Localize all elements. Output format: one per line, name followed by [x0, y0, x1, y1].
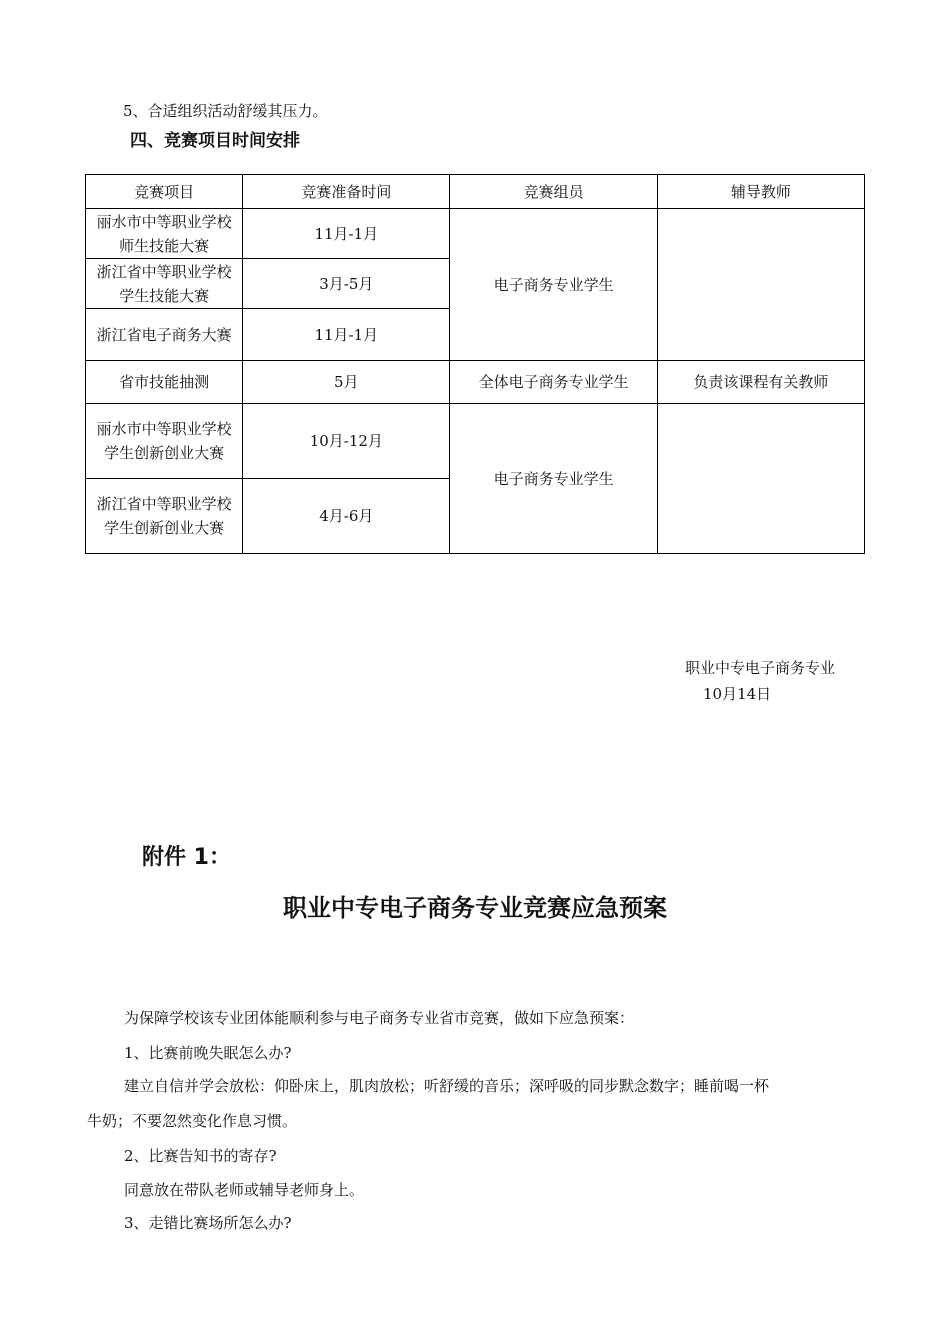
question-2: 2、比赛告知书的寄存? [124, 1147, 277, 1165]
cell-project: 丽水市中等职业学校师生技能大赛 [86, 209, 243, 259]
header-members: 竞赛组员 [450, 175, 657, 209]
intro-paragraph: 为保障学校该专业团体能顺利参与电子商务专业省市竞赛，做如下应急预案： [124, 1009, 635, 1027]
answer-1-line-1: 建立自信并学会放松：仰卧床上，肌肉放松；听舒缓的音乐；深呼吸的同步默念数字；睡前喝一杯 [124, 1077, 770, 1095]
cell-time: 4月-6月 [243, 479, 450, 554]
cell-time: 3月-5月 [243, 259, 450, 309]
cell-teacher: 负责该课程有关教师 [657, 361, 864, 404]
signature-date: 10月14日 [703, 685, 772, 703]
document-title: 职业中专电子商务专业竞赛应急预案 [283, 894, 667, 922]
annex-label: 附件 1： [142, 845, 231, 870]
table-header-row [86, 175, 865, 209]
question-3: 3、走错比赛场所怎么办? [124, 1214, 292, 1232]
header-teacher: 辅导教师 [657, 175, 864, 209]
table-row [86, 361, 865, 404]
table-row [86, 209, 865, 259]
header-time: 竞赛准备时间 [243, 175, 450, 209]
cell-time: 10月-12月 [243, 404, 450, 479]
cell-members: 电子商务专业学生 [450, 404, 657, 554]
cell-project: 丽水市中等职业学校学生创新创业大赛 [86, 404, 243, 479]
signature-org: 职业中专电子商务专业 [685, 659, 836, 677]
schedule-table [85, 174, 865, 554]
list-item-5: 5、合适组织活动舒缓其压力。 [123, 102, 328, 120]
cell-teacher [657, 209, 864, 361]
question-1: 1、比赛前晚失眠怎么办? [124, 1044, 292, 1062]
table-row [86, 404, 865, 479]
cell-members: 全体电子商务专业学生 [450, 361, 657, 404]
cell-project: 省市技能抽测 [86, 361, 243, 404]
cell-time: 11月-1月 [243, 309, 450, 361]
answer-1-line-2: 牛奶；不要忽然变化作息习惯。 [87, 1112, 298, 1130]
header-project: 竞赛项目 [86, 175, 243, 209]
cell-time: 5月 [243, 361, 450, 404]
answer-2: 同意放在带队老师或辅导老师身上。 [124, 1181, 365, 1199]
cell-time: 11月-1月 [243, 209, 450, 259]
cell-project: 浙江省中等职业学校学生技能大赛 [86, 259, 243, 309]
cell-teacher [657, 404, 864, 554]
cell-project: 浙江省中等职业学校学生创新创业大赛 [86, 479, 243, 554]
cell-members: 电子商务专业学生 [450, 209, 657, 361]
section-heading: 四、竞赛项目时间安排 [130, 131, 300, 151]
cell-project: 浙江省电子商务大赛 [86, 309, 243, 361]
